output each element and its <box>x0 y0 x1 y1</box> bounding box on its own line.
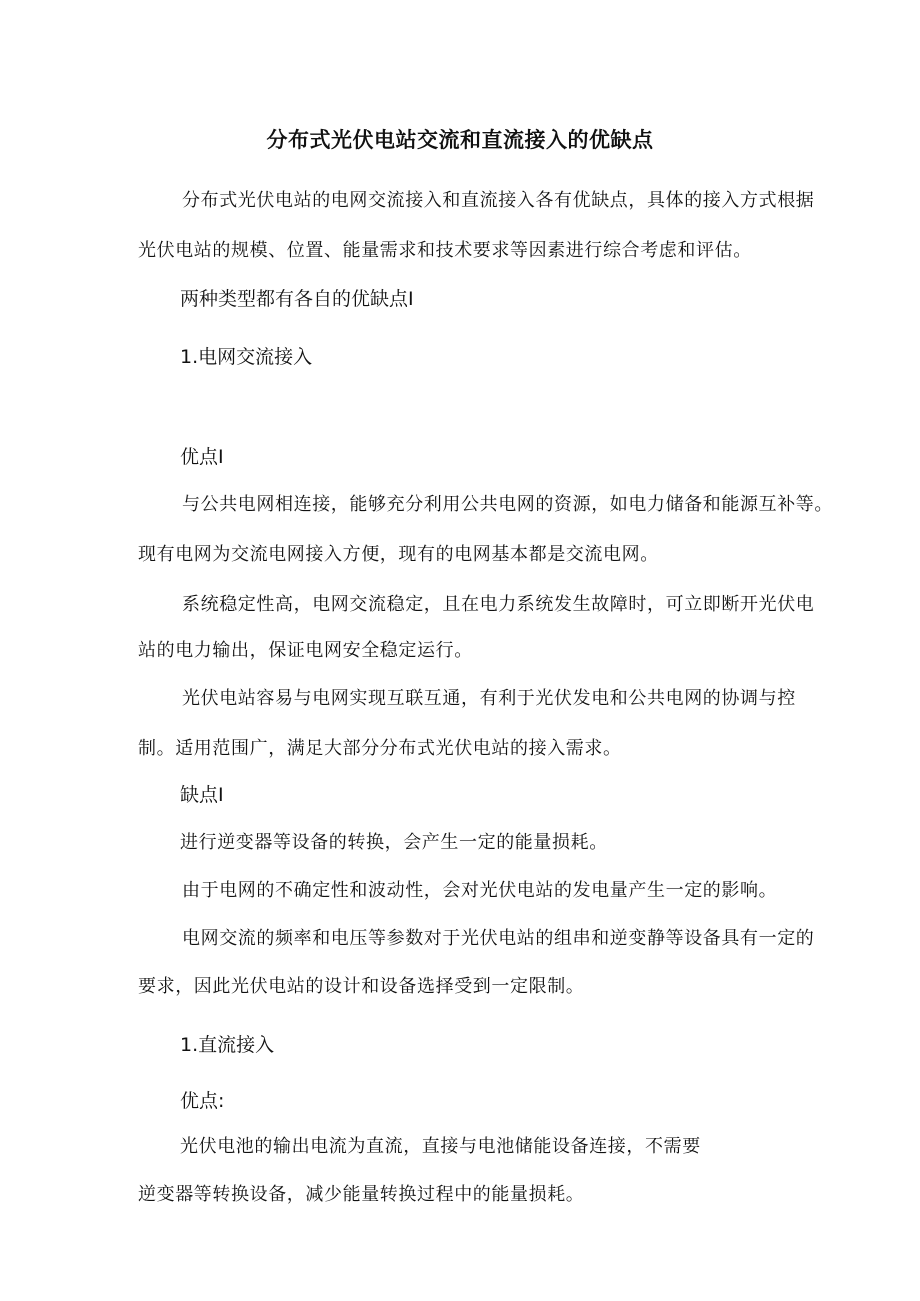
ac-pro-1-line-1: 与公共电网相连接，能够充分利用公共电网的资源，如电力储备和能源互补等。 <box>182 494 833 515</box>
intro-line-2: 光伏电站的规模、位置、能量需求和技术要求等因素进行综合考虑和评估。 <box>138 240 752 261</box>
dc-pros-heading: 优点: <box>180 1090 225 1112</box>
ac-con-2: 由于电网的不确定性和波动性，会对光伏电站的发电量产生一定的影响。 <box>182 880 778 901</box>
dc-pro-1-line-1: 光伏电池的输出电流为直流，直接与电池储能设备连接，不需要 <box>180 1136 701 1157</box>
intro-line-1: 分布式光伏电站的电网交流接入和直流接入各有优缺点，具体的接入方式根据 <box>182 190 815 211</box>
document-title: 分布式光伏电站交流和直流接入的优缺点 <box>266 128 654 152</box>
ac-cons-heading: 缺点I <box>180 784 224 806</box>
summary-heading: 两种类型都有各自的优缺点I <box>180 288 414 310</box>
ac-pro-1-line-2: 现有电网为交流电网接入方便，现有的电网基本都是交流电网。 <box>138 544 659 565</box>
ac-pro-2-line-2: 站的电力输出，保证电网安全稳定运行。 <box>138 640 473 661</box>
dc-section-heading: 1.直流接入 <box>180 1034 275 1056</box>
ac-con-3-line-2: 要求，因此光伏电站的设计和设备选择受到一定限制。 <box>138 976 585 997</box>
ac-con-1: 进行逆变器等设备的转换，会产生一定的能量损耗。 <box>180 832 608 853</box>
ac-pro-3-line-2: 制。适用范围广，满足大部分分布式光伏电站的接入需求。 <box>138 738 622 759</box>
dc-pro-1-line-2: 逆变器等转换设备，减少能量转换过程中的能量损耗。 <box>138 1184 585 1205</box>
ac-con-3-line-1: 电网交流的频率和电压等参数对于光伏电站的组串和逆变静等设备具有一定的 <box>182 928 815 949</box>
ac-pro-2-line-1: 系统稳定性高，电网交流稳定，且在电力系统发生故障时，可立即断开光伏电 <box>182 594 815 615</box>
ac-section-heading: 1.电网交流接入 <box>180 346 313 368</box>
ac-pro-3-line-1: 光伏电站容易与电网实现互联互通，有利于光伏发电和公共电网的协调与控 <box>182 688 796 709</box>
ac-pros-heading: 优点I <box>180 446 224 468</box>
